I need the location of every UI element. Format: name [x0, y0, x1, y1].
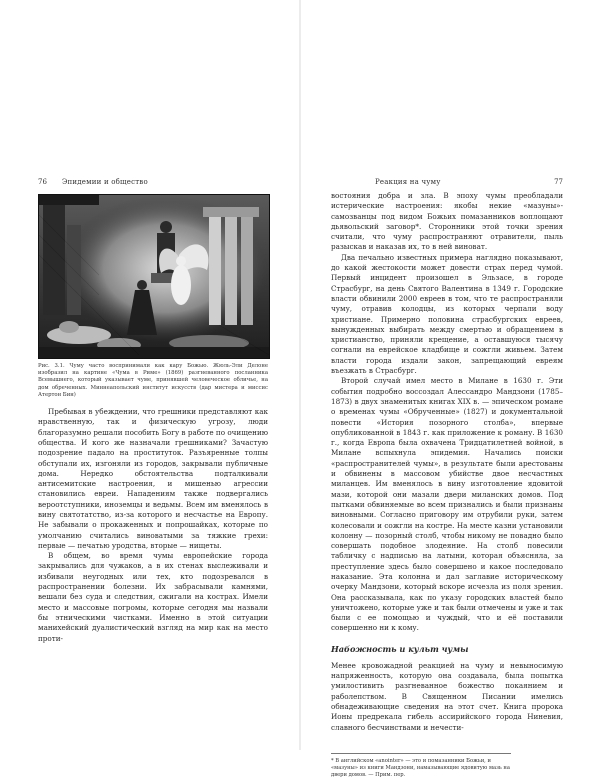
right-page-number: 77	[554, 178, 563, 186]
footnote: * В английском «anointer» — это и помазанники Божьи, и «мазуны» из книги Мандзони, намазывающие ядовитую мазь на двери домов. — Прим. пер.	[331, 753, 511, 779]
left-page-header	[38, 176, 268, 188]
paragraph: Два печально известных примера наглядно показывают, до какой жестокости может довести страх перед чумой. Первый инцидент произошел в Эльзасе, в городе Страсбург, на день Святого Валентина в 1349 г. Городские власти обвинили 2000 евреев в том, что те распространяли чуму, отравив колодцы, из которых черпали воду христиане. Примерно половина страсбургских евреев, вынужденных выбирать между смертью и обращением в христианство, приняли крещение, а оставшуюся тысячу согнали на еврейское кладбище и сожгли живьем. Затем власти города издали закон, запрещающий евреям въезжать в Страсбург.	[331, 252, 563, 376]
left-page-number: 76	[38, 178, 47, 186]
left-running-title: Эпидемии и общество	[62, 178, 148, 186]
right-page	[331, 176, 563, 778]
paragraph: Пребывая в убеждении, что грешники представляют как нравственную, так и физическую угрозу, люди благоразумно решали пособить Богу в работе по очищению общества. И кого же назначали грешниками? Зачастую подозрение падало на проституток. Разъяренные толпы обступали их, изгоняли из городов, закрывали публичные дома. Нередко обстоятельства подталкивали антисемитские настроения, и мишенью агрессии становились евреи. Нападениям также подвергались вероотступники, иноземцы и ведьмы. Всем им вменялось в вину святотатство, из-за которого и несчастье на Европу. Не забывали о прокаженных и попрошайках, которые по умолчанию считались виноватыми за тяжкие грехи: первые — печатью уродства, вторые — нищеты.	[38, 407, 268, 550]
plague-engraving-image	[39, 195, 269, 358]
right-page-header	[331, 176, 563, 188]
plague-illustration	[38, 194, 270, 359]
left-page-body	[38, 407, 268, 644]
paragraph: Второй случай имел место в Милане в 1630 г. Эти события подробно воссоздал Алессандро Мандзони (1785–1873) в двух знаменитых книгах XIX в. — эпическом романе о временах чумы «Обрученные» (1827) и документальной повести «История позорного столба», впервые опубликованной в 1843 г. как приложение к роману. В 1630 г., когда Европа была охвачена Тридцатилетней войной, в Милане вспыхнула эпидемия. Начались поиски «распространителей чумы», в результате были арестованы и обвинены в массовом убийстве двое несчастных миланцев. Им вменялось в вину изготовление ядовитой мази, которой они мазали двери миланских домов. Под пытками обвиняемые во всем признались и были признаны виновными. Согласно приговору им отрубили руки, затем колесовали и сожгли на костре. На месте казни установили колонну — позорный столб, чтобы никому не повадно было совершать подобное злодеяние. На столб повесили табличку с надписью на латыни, которая объясняла, за преступление здесь было совершено и какое последовало наказание. Эта колонна и дал заглавие историческому очерку Мандзони, который вскоре исчезла из поля зрения. Она рассказывала, как по указу городских властей было уничтожено, которые уже и так были отмечены и уже и так были с ее помощью и чуждый, что и её поставили совершенно ни к кому.	[331, 376, 563, 633]
right-running-title: Реакция на чуму	[375, 178, 441, 186]
right-page-body	[331, 191, 563, 779]
section-heading: Набожность и культ чумы	[331, 643, 469, 654]
left-page	[38, 176, 268, 736]
book-gutter	[299, 0, 301, 750]
paragraph: Менее кровожадной реакцией на чуму и невыносимую напряженность, которую она создавала, была попытка умилостивить разгневанное божество покаянием и раболепством. В Священном Писании имелись обнадеживающие сведения на этот счет. Книга пророка Ионы предрекала гибель ассирийского города Ниневия, славного бесчинствами и нечести-	[331, 660, 563, 732]
paragraph: В общем, во время чумы европейские города закрывались для чужаков, а в их стенах выслеживали и избивали неугодных или тех, кто подозревался в распространении болезни. Их забрасывали камнями, вешали без суда и следствия, сжигали на кострах. Имели место и массовые погромы, которые сегодня мы назвали бы этническими чистками. Именно в этой ситуации манихейский дуалистический взгляд на мир как на место проти-	[38, 551, 268, 643]
figure-caption: Рис. 3.1. Чуму часто воспринимали как кару Божью. Жюль-Эли Делоне изобразил на картине «Чума в Риме» (1869) разгневанного посланника Всевышнего, который указывает чуме, принявшей человеческое обличье, на дом обреченных. Миннеапольский институт искусств (дар мистера и миссис Атертон Бин)	[38, 363, 268, 398]
paragraph: востояния добра и зла. В эпоху чумы преобладали истерические настроения: якобы некие «мазуны»-самозванцы под видом Божьих помазанников воплощают дьявольский заговор*. Сторонники этой точки зрения считали, что чуму распространяют отравители, пыль разыскав и наказав их, то в ней виноват.	[331, 191, 563, 252]
